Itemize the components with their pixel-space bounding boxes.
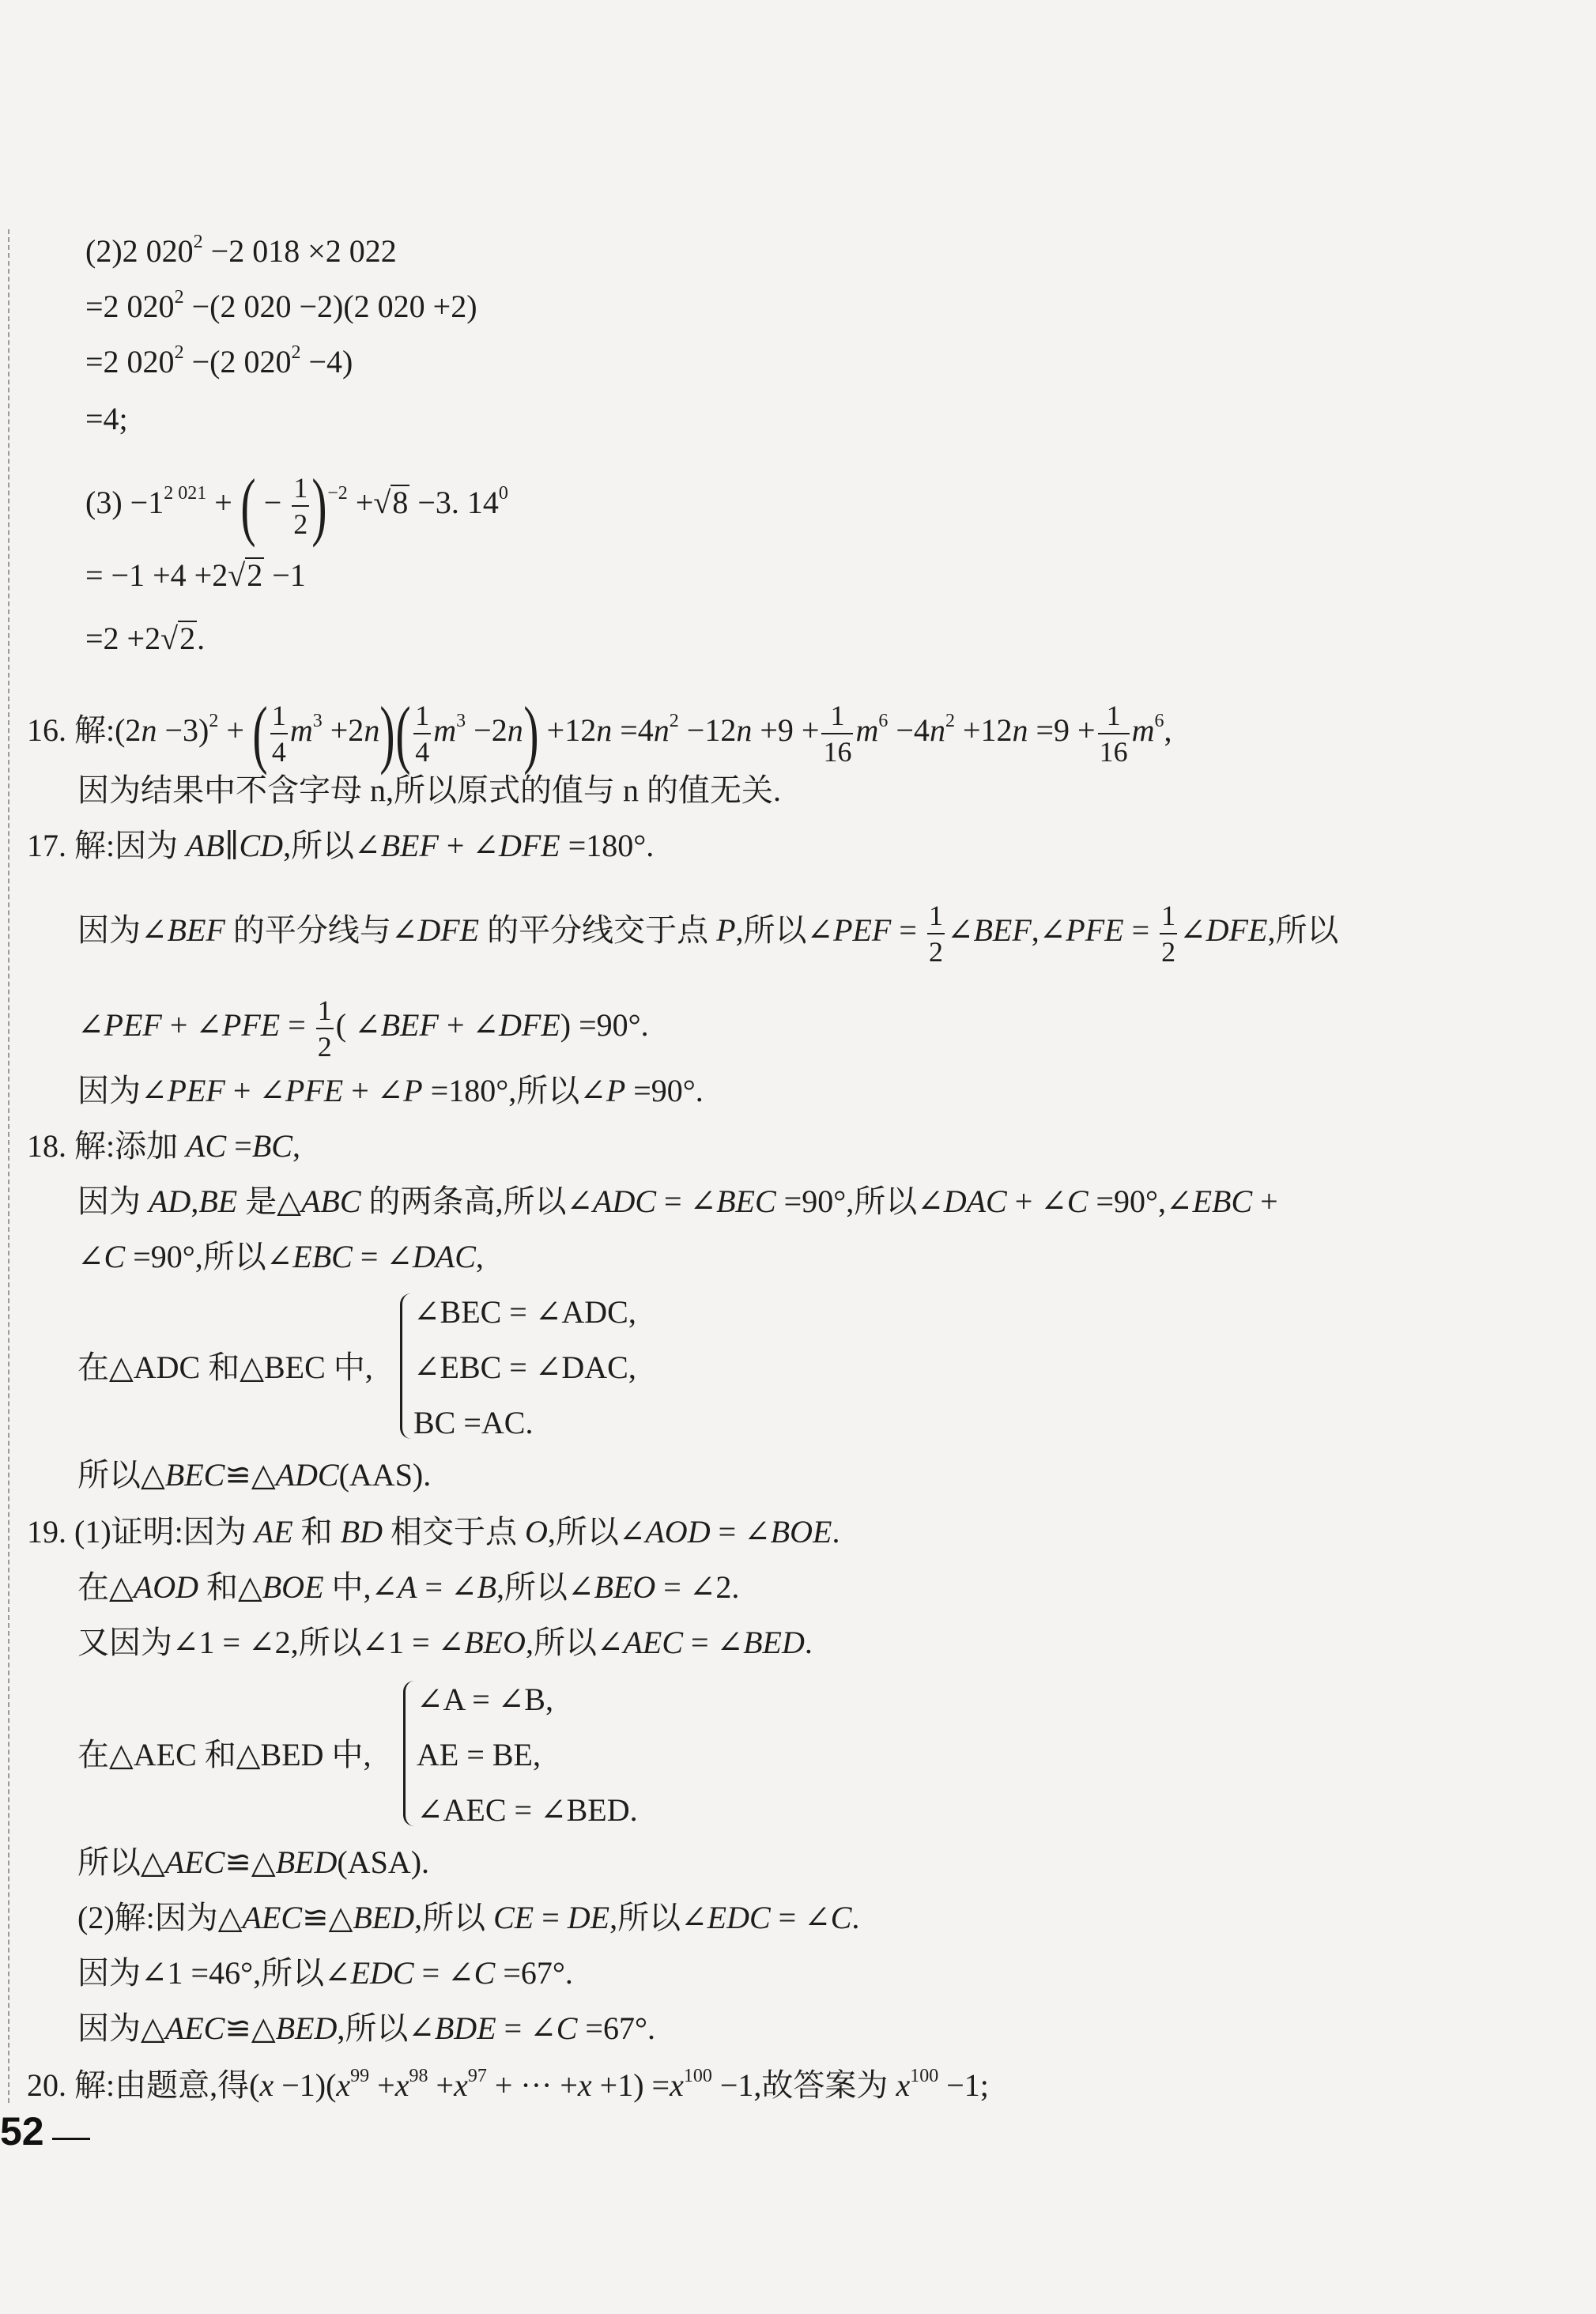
q18-system-row: BC =AC. — [413, 1405, 534, 1440]
part2-step2: =2 $020^2 -(2$ $020^2 -4$) — [85, 342, 353, 379]
part2-step3: =4; — [85, 401, 128, 436]
q19-line7: 因为△AEC≌△BED,所以∠BDE = ∠C =67°. — [77, 2010, 655, 2046]
q17-line1: 17. 解:因为 AB∥CD,所以∠BEF + ∠DFE =180°. — [27, 828, 655, 863]
part3-expression: $(3) -1^{2 021}$ + ( − $\frac{1}{2}$ )$^{-2}$ +√8 −3. $14^0$ — [85, 463, 508, 548]
page-number: 52 — [0, 2109, 44, 2154]
q18-line4: 所以△BEC≌△ADC(AAS). — [77, 1457, 432, 1493]
part3-step1: = −1 +4 +2√2 −1 — [85, 557, 306, 593]
q18-equation-system — [400, 1293, 640, 1439]
page-number-dash — [52, 2138, 90, 2140]
q19-system-row: AE = BE, — [417, 1737, 541, 1772]
q19-line6: 因为∠1 =46°,所以∠EDC = ∠C =67°. — [77, 1955, 573, 1991]
q19-line1: 19. (1)证明:因为 AE 和 BD 相交于点 O,所以∠AOD = ∠BOE. — [27, 1514, 840, 1550]
part2-step1: =2 $020^2 -(2$ 020 −2)(2 020 +2) — [85, 287, 477, 324]
q18-system-row: ∠BEC = ∠ADC, — [413, 1294, 636, 1330]
q18-line2: 因为 AD,BE 是△ABC 的两条高,所以∠ADC = ∠BEC =90°,所以∠DAC + ∠C =90°,∠EBC + — [77, 1183, 1278, 1219]
q19-line2: 在△AOD 和△BOE 中,∠A = ∠B,所以∠BEO = ∠2. — [77, 1569, 740, 1605]
part3-step2: =2 +2√2. — [85, 621, 206, 656]
q19-line3: 又因为∠1 = ∠2,所以∠1 = ∠BEO,所以∠AEC = ∠BED. — [77, 1625, 813, 1660]
q17-line2: 因为∠BEF 的平分线与∠DFE 的平分线交于点 P,所以∠PEF = $\frac{1}{2}$ ∠BEF,∠PFE = $\frac{1}{2}$ ∠DFE,所以 — [77, 900, 1339, 968]
q19-line4: 所以△AEC≌△BED(ASA). — [77, 1844, 430, 1880]
q18-line3: ∠C =90°,所以∠EBC = ∠DAC, — [77, 1239, 484, 1274]
q20-line1: 20. 解:由题意,得$(x -1)(x^{99} +x^{98} +x^{97}$ + ··· $+x +1) =x^{100} -1$,故答案为 $x^{100} -1$; — [27, 2066, 989, 2103]
q19-system-lead: 在△AEC 和△BED 中, — [77, 1737, 372, 1772]
q17-line3: ∠PEF + ∠PFE = $\frac{1}{2}$ ( ∠BEF + ∠DFE) =90°. — [77, 995, 649, 1063]
q16-line1: 16. 解:(2n −3)$^2$ + ( $\frac{1}{4}$ $m^3 +2n$)( $\frac{1}{4}$ $m^3 -2n) +12n =4n^2 -12n +9$ + $\frac{1}{16}$ $m^6 -4n^2 +12n =9$ + $\frac{1}{16}$ $m^6$, — [27, 691, 1172, 776]
binding-cut-line — [8, 229, 9, 2103]
q19-equation-system — [403, 1681, 658, 1826]
q18-line1: 18. 解:添加 AC =BC, — [27, 1128, 300, 1164]
q16-line2: 因为结果中不含字母 n,所以原式的值与 n 的值无关. — [77, 772, 781, 808]
part2-expression: (2)2 $020^2 -2$ 018 ×2 022 — [85, 232, 397, 269]
q18-system-lead: 在△ADC 和△BEC 中, — [77, 1350, 373, 1385]
q18-system-row: ∠EBC = ∠DAC, — [413, 1350, 636, 1385]
q19-system-row: ∠AEC = ∠BED. — [417, 1792, 638, 1828]
q19-line5: (2)解:因为△AEC≌△BED,所以 CE = DE,所以∠EDC = ∠C. — [77, 1900, 860, 1935]
q19-system-row: ∠A = ∠B, — [417, 1682, 553, 1717]
q17-line4: 因为∠PEF + ∠PFE + ∠P =180°,所以∠P =90°. — [77, 1073, 704, 1108]
